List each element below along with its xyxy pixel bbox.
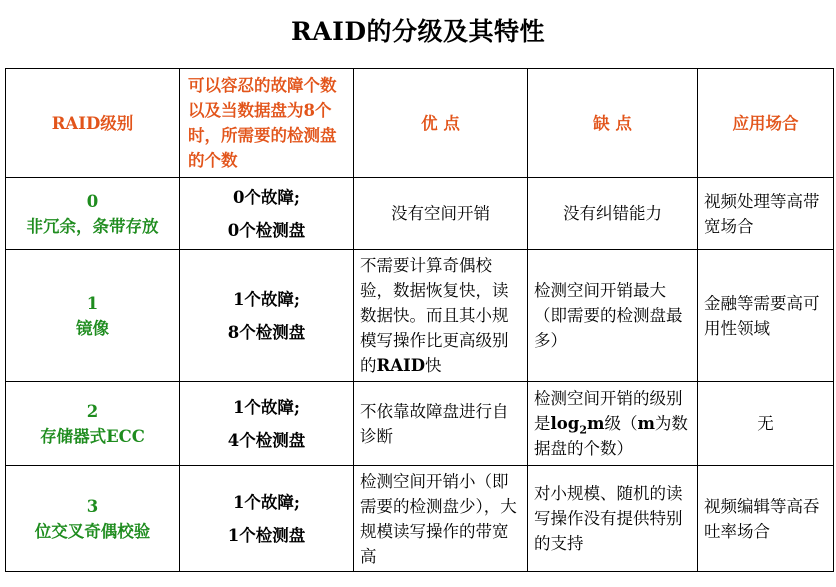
cons-cell [528, 382, 698, 466]
check-disk-count: 8个检测盘 [227, 322, 306, 342]
cons-cell: 对小规模、随机的读写操作没有提供特别的支持 [528, 466, 698, 572]
cons-m2: m [637, 414, 655, 433]
cons-log: log [550, 414, 580, 433]
raid-level-name: 位交叉奇偶校验 [34, 521, 151, 541]
pros-cell [354, 250, 528, 382]
uses-cell: 金融等需要高可用性领域 [698, 250, 834, 382]
uses-cell: 视频编辑等高吞吐率场合 [698, 466, 834, 572]
table-row [6, 178, 834, 250]
pros-cell: 没有空间开销 [354, 178, 528, 250]
cons-m: m [586, 414, 605, 433]
raid-level-number: 2 [86, 401, 99, 421]
table-row [6, 382, 834, 466]
cons-text: 检测空间开销的级别是 [534, 389, 683, 433]
table-row [6, 466, 834, 572]
cons-cell: 检测空间开销最大（即需要的检测盘最多） [528, 250, 698, 382]
pros-raid-term: RAID [376, 356, 426, 375]
fault-count: 0个故障; [232, 187, 301, 207]
raid-level-number: 1 [86, 293, 99, 313]
raid-level-name: 存储器式ECC [40, 426, 145, 446]
fault-tolerance-cell [180, 382, 354, 466]
raid-level-name: 非冗余，条带存放 [26, 216, 159, 236]
check-disk-count: 4个检测盘 [227, 430, 306, 450]
fault-count: 1个故障; [232, 289, 301, 309]
header-pros: 优 点 [354, 69, 528, 178]
pros-cell: 检测空间开销小（即需要的检测盘少），大规模读写操作的带宽高 [354, 466, 528, 572]
fault-tolerance-cell [180, 466, 354, 572]
header-row [6, 69, 834, 178]
check-disk-count: 1个检测盘 [227, 525, 306, 545]
pros-cell: 不依靠故障盘进行自诊断 [354, 382, 528, 466]
fault-count: 1个故障; [232, 397, 301, 417]
header-tolerable: 可以容忍的故障个数以及当数据盘为8个时，所需要的检测盘的个数 [180, 69, 354, 178]
raid-level-cell [6, 178, 180, 250]
header-uses: 应用场合 [698, 69, 834, 178]
fault-tolerance-cell [180, 178, 354, 250]
page-title: RAID的分级及其特性 [290, 17, 546, 46]
pros-text: 不需要计算奇偶校验，数据恢复快，读数据快。而且其小规模写操作比更高级别的 [360, 256, 509, 375]
table-row [6, 250, 834, 382]
raid-level-number: 3 [86, 496, 99, 516]
raid-level-number: 0 [86, 191, 99, 211]
raid-level-name: 镜像 [76, 318, 109, 338]
cons-cell: 没有纠错能力 [528, 178, 698, 250]
cons-log-base: 2 [579, 423, 587, 437]
header-cons: 缺 点 [528, 69, 698, 178]
raid-level-cell [6, 250, 180, 382]
header-level: RAID级别 [6, 69, 180, 178]
fault-count: 1个故障; [232, 492, 301, 512]
uses-cell: 无 [698, 382, 834, 466]
raid-table [5, 68, 834, 572]
cons-text-mid: 级（ [604, 414, 638, 433]
check-disk-count: 0个检测盘 [227, 220, 306, 240]
pros-text-end: 快 [425, 356, 442, 375]
raid-level-cell [6, 466, 180, 572]
uses-cell: 视频处理等高带宽场合 [698, 178, 834, 250]
raid-level-cell [6, 382, 180, 466]
cons-text-end: 为数据盘的个数） [534, 414, 688, 458]
fault-tolerance-cell [180, 250, 354, 382]
